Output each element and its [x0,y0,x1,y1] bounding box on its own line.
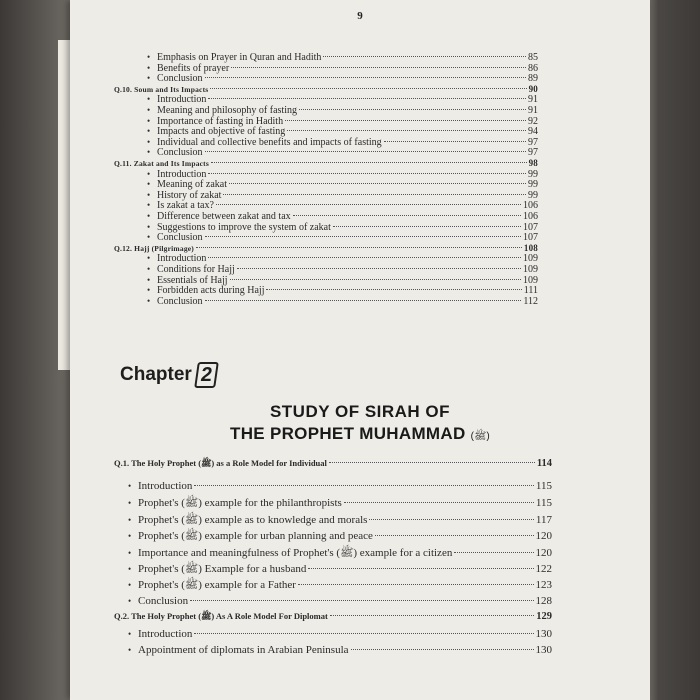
toc-entry-row [147,147,538,158]
dot-leader [223,194,526,195]
toc-entry-label: Q.2. The Holy Prophet (ﷺ) As A Role Model For Diplomat [114,611,328,622]
toc-page-number: 89 [528,73,538,85]
toc-entry-label: Prophet's (ﷺ) example for a Father [138,579,296,592]
bullet-icon: • [147,295,151,306]
toc-entry-label: Suggestions to improve the system of zakat [157,221,331,233]
toc-entry-label: Emphasis on Prayer in Quran and Hadith [157,52,322,63]
toc-entry-label: Individual and collective benefits and impacts of fasting [157,136,382,148]
bullet-icon: • [147,136,151,147]
toc-page-number: 92 [528,115,538,127]
bullet-icon: • [128,645,132,655]
toc-entry-label: Introduction [138,480,193,492]
bullet-icon: • [147,232,151,243]
toc-page-number: 129 [536,611,552,623]
toc-page-number: 123 [535,579,552,592]
toc-page-number: 99 [528,179,538,191]
toc-entry-row [147,94,538,105]
dot-leader [285,120,526,121]
toc-page-number: 109 [523,274,538,286]
toc-entry-label: Prophet's (ﷺ) example for urban planning and peace [138,530,373,543]
toc-entry-row [128,496,552,512]
toc-page-number: 94 [528,126,538,138]
toc-entry-row [128,529,552,545]
toc-entry-label: Prophet's (ﷺ) example as to knowledge and morals [138,513,368,526]
toc-page-number: 109 [523,253,538,265]
bullet-icon: • [128,514,132,525]
bullet-icon: • [147,274,151,285]
toc-entry-label: Conclusion [157,147,203,159]
dot-leader [205,300,522,301]
bullet-icon: • [147,253,151,264]
dot-leader [205,236,521,237]
chapter-number: 2 [194,362,219,388]
bullet-icon: • [147,147,151,158]
toc-entry-row [128,513,552,529]
toc-page-number: 86 [528,62,538,74]
dot-leader [308,568,533,569]
toc-page-number: 99 [528,168,538,180]
bullet-icon: • [147,73,151,84]
toc-entry-row [147,73,538,84]
toc-entry-row [147,264,538,275]
dot-leader [210,88,526,89]
toc-entry-label: Introduction [157,94,207,106]
page-number: 9 [357,10,363,22]
toc-entry-label: Introduction [157,253,207,265]
bullet-icon: • [147,126,151,137]
toc-entry-row [128,480,552,492]
dot-leader [229,183,526,184]
toc-page-number: 115 [535,497,552,510]
toc-entry-row [147,63,538,74]
bullet-icon: • [147,264,151,274]
bullet-icon: • [147,52,151,62]
bullet-icon: • [147,94,151,105]
bullet-icon: • [128,531,132,542]
book-page [70,0,650,700]
dot-leader [330,615,534,616]
dot-leader [208,98,526,99]
toc-entry-row [128,644,552,656]
bullet-icon: • [147,189,151,200]
toc-entry-row [147,275,538,286]
chapter-word: Chapter [120,364,192,385]
toc-question-row [114,611,552,624]
chapter-title-line2 [70,424,650,444]
toc-entry-label: Conclusion [157,73,203,85]
dot-leader [287,130,526,131]
chapter-title-text: THE PROPHET MUHAMMAD [230,424,466,443]
toc-entry-row [147,285,538,296]
bullet-icon: • [147,62,151,73]
toc-entry-label: Importance and meaningfulness of Prophet's (ﷺ) example for a citizen [138,546,453,559]
chapter-heading [120,362,217,388]
toc-entry-label: Conclusion [157,232,203,244]
toc-page-number: 114 [536,458,552,469]
bullet-icon: • [128,498,132,509]
dot-leader [344,502,534,503]
toc-entry-row [128,628,552,640]
toc-entry-label: Conclusion [138,594,189,607]
dot-leader [293,215,521,216]
toc-page-number: 107 [523,232,538,244]
toc-page-number: 98 [528,158,538,168]
dot-leader [299,109,526,110]
toc-entry-label: Essentials of Hajj [157,274,228,286]
toc-page-number: 120 [535,530,552,543]
toc-page-number: 120 [535,546,552,559]
dot-leader [194,485,534,486]
toc-entry-label: Appointment of diplomats in Arabian Peninsula [138,644,349,656]
dot-leader [369,519,533,520]
toc-question-row [114,458,552,471]
toc-entry-label: Forbidden acts during Hajj [157,285,265,297]
bullet-icon: • [128,481,132,491]
toc-entry-row [147,105,538,116]
toc-entry-label: Q.11. Zakat and Its Impacts [114,159,210,168]
toc-entry-row [147,137,538,148]
dot-leader [375,535,534,536]
toc-entry-row [147,116,538,127]
toc-page-number: 112 [523,295,538,307]
dot-leader [211,162,527,163]
bullet-icon: • [128,628,132,639]
toc-entry-row [147,126,538,137]
toc-page-number: 108 [523,242,538,253]
toc-page-number: 91 [528,105,538,116]
toc-entry-label: Benefits of prayer [157,62,230,74]
toc-page-number: 130 [535,627,552,640]
toc-entry-label: Q.10. Soum and Its Impacts [114,84,209,94]
toc-entry-label: Meaning and philosophy of fasting [157,105,297,116]
toc-entry-label: Importance of fasting in Hadith [157,115,284,127]
honorific-symbol: (ﷺ) [470,431,490,442]
dot-leader [205,77,526,78]
toc-entry-row [147,211,538,222]
toc-page-number: 90 [528,83,538,94]
toc-page-number: 91 [528,94,538,106]
bullet-icon: • [128,564,132,574]
toc-entry-label: Introduction [157,168,207,180]
bullet-icon: • [147,179,151,190]
toc-entry-label: Prophet's (ﷺ) Example for a husband [138,563,307,575]
toc-page-number: 128 [535,594,552,607]
toc-page-number: 107 [523,221,538,233]
dot-leader [231,67,526,68]
toc-page-number: 106 [523,211,538,222]
toc-entry-row [147,179,538,190]
toc-entry-row [147,52,538,63]
toc-entry-row [128,546,552,562]
toc-entry-label: Is zakat a tax? [157,200,214,212]
toc-page-number: 122 [535,563,552,575]
toc-entry-label: History of zakat [157,189,222,201]
toc-question-row [114,84,538,94]
toc-entry-row [128,578,552,594]
bullet-icon: • [147,115,151,126]
toc-entry-row [147,296,538,307]
toc-page-number: 115 [535,480,552,492]
toc-entry-row [147,169,538,180]
bullet-icon: • [147,168,151,179]
dot-leader [333,226,521,227]
toc-question-row [114,243,538,253]
toc-page-number: 111 [523,285,538,297]
toc-entry-label: Q.1. The Holy Prophet (ﷺ) as a Role Model for Individual [114,458,327,468]
dot-leader [216,204,521,205]
dot-leader [230,279,521,280]
dot-leader [351,649,534,650]
bullet-icon: • [128,547,132,558]
toc-page-number: 97 [528,147,538,159]
toc-entry-row [147,190,538,201]
chapter-title-line1: STUDY OF SIRAH OF [269,402,451,421]
toc-page-number: 130 [535,644,552,656]
bullet-icon: • [147,221,151,232]
dot-leader [323,56,526,57]
toc-entry-label: Conclusion [157,295,203,307]
dot-leader [208,173,526,174]
bullet-icon: • [147,211,151,221]
dot-leader [266,289,521,290]
toc-entry-label: Difference between zakat and tax [157,211,291,222]
bullet-icon: • [147,105,151,115]
dot-leader [205,151,526,152]
toc-entry-row [147,232,538,243]
bullet-icon: • [128,595,132,606]
toc-entry-row [128,595,552,607]
toc-entry-row [147,253,538,264]
toc-entry-label: Prophet's (ﷺ) example for the philanthropists [138,497,342,510]
bullet-icon: • [147,200,151,211]
bullet-icon: • [147,285,151,296]
toc-page-number: 106 [523,200,538,212]
toc-question-row [114,158,538,168]
toc-entry-label: Impacts and objective of fasting [157,126,286,138]
bullet-icon: • [128,580,132,591]
dot-leader [454,552,533,553]
dot-leader [384,141,526,142]
toc-page-number: 97 [528,136,538,148]
dot-leader [237,268,521,269]
toc-page-number: 109 [523,264,538,275]
toc-entry-label: Meaning of zakat [157,179,227,191]
dot-leader [208,257,521,258]
toc-entry-row [147,200,538,211]
dot-leader [329,462,535,463]
toc-page-number: 85 [528,52,538,63]
toc-page-number: 99 [528,189,538,201]
toc-entry-label: Conditions for Hajj [157,264,235,275]
toc-entry-row [128,562,552,578]
toc-entry-row [147,222,538,233]
dot-leader [196,247,522,248]
dot-leader [298,584,534,585]
dot-leader [190,600,533,601]
dot-leader [194,633,533,634]
toc-page-number: 117 [535,513,552,526]
toc-entry-label: Introduction [138,627,193,640]
toc-entry-label: Q.12. Hajj (Pilgrimage) [114,243,194,253]
